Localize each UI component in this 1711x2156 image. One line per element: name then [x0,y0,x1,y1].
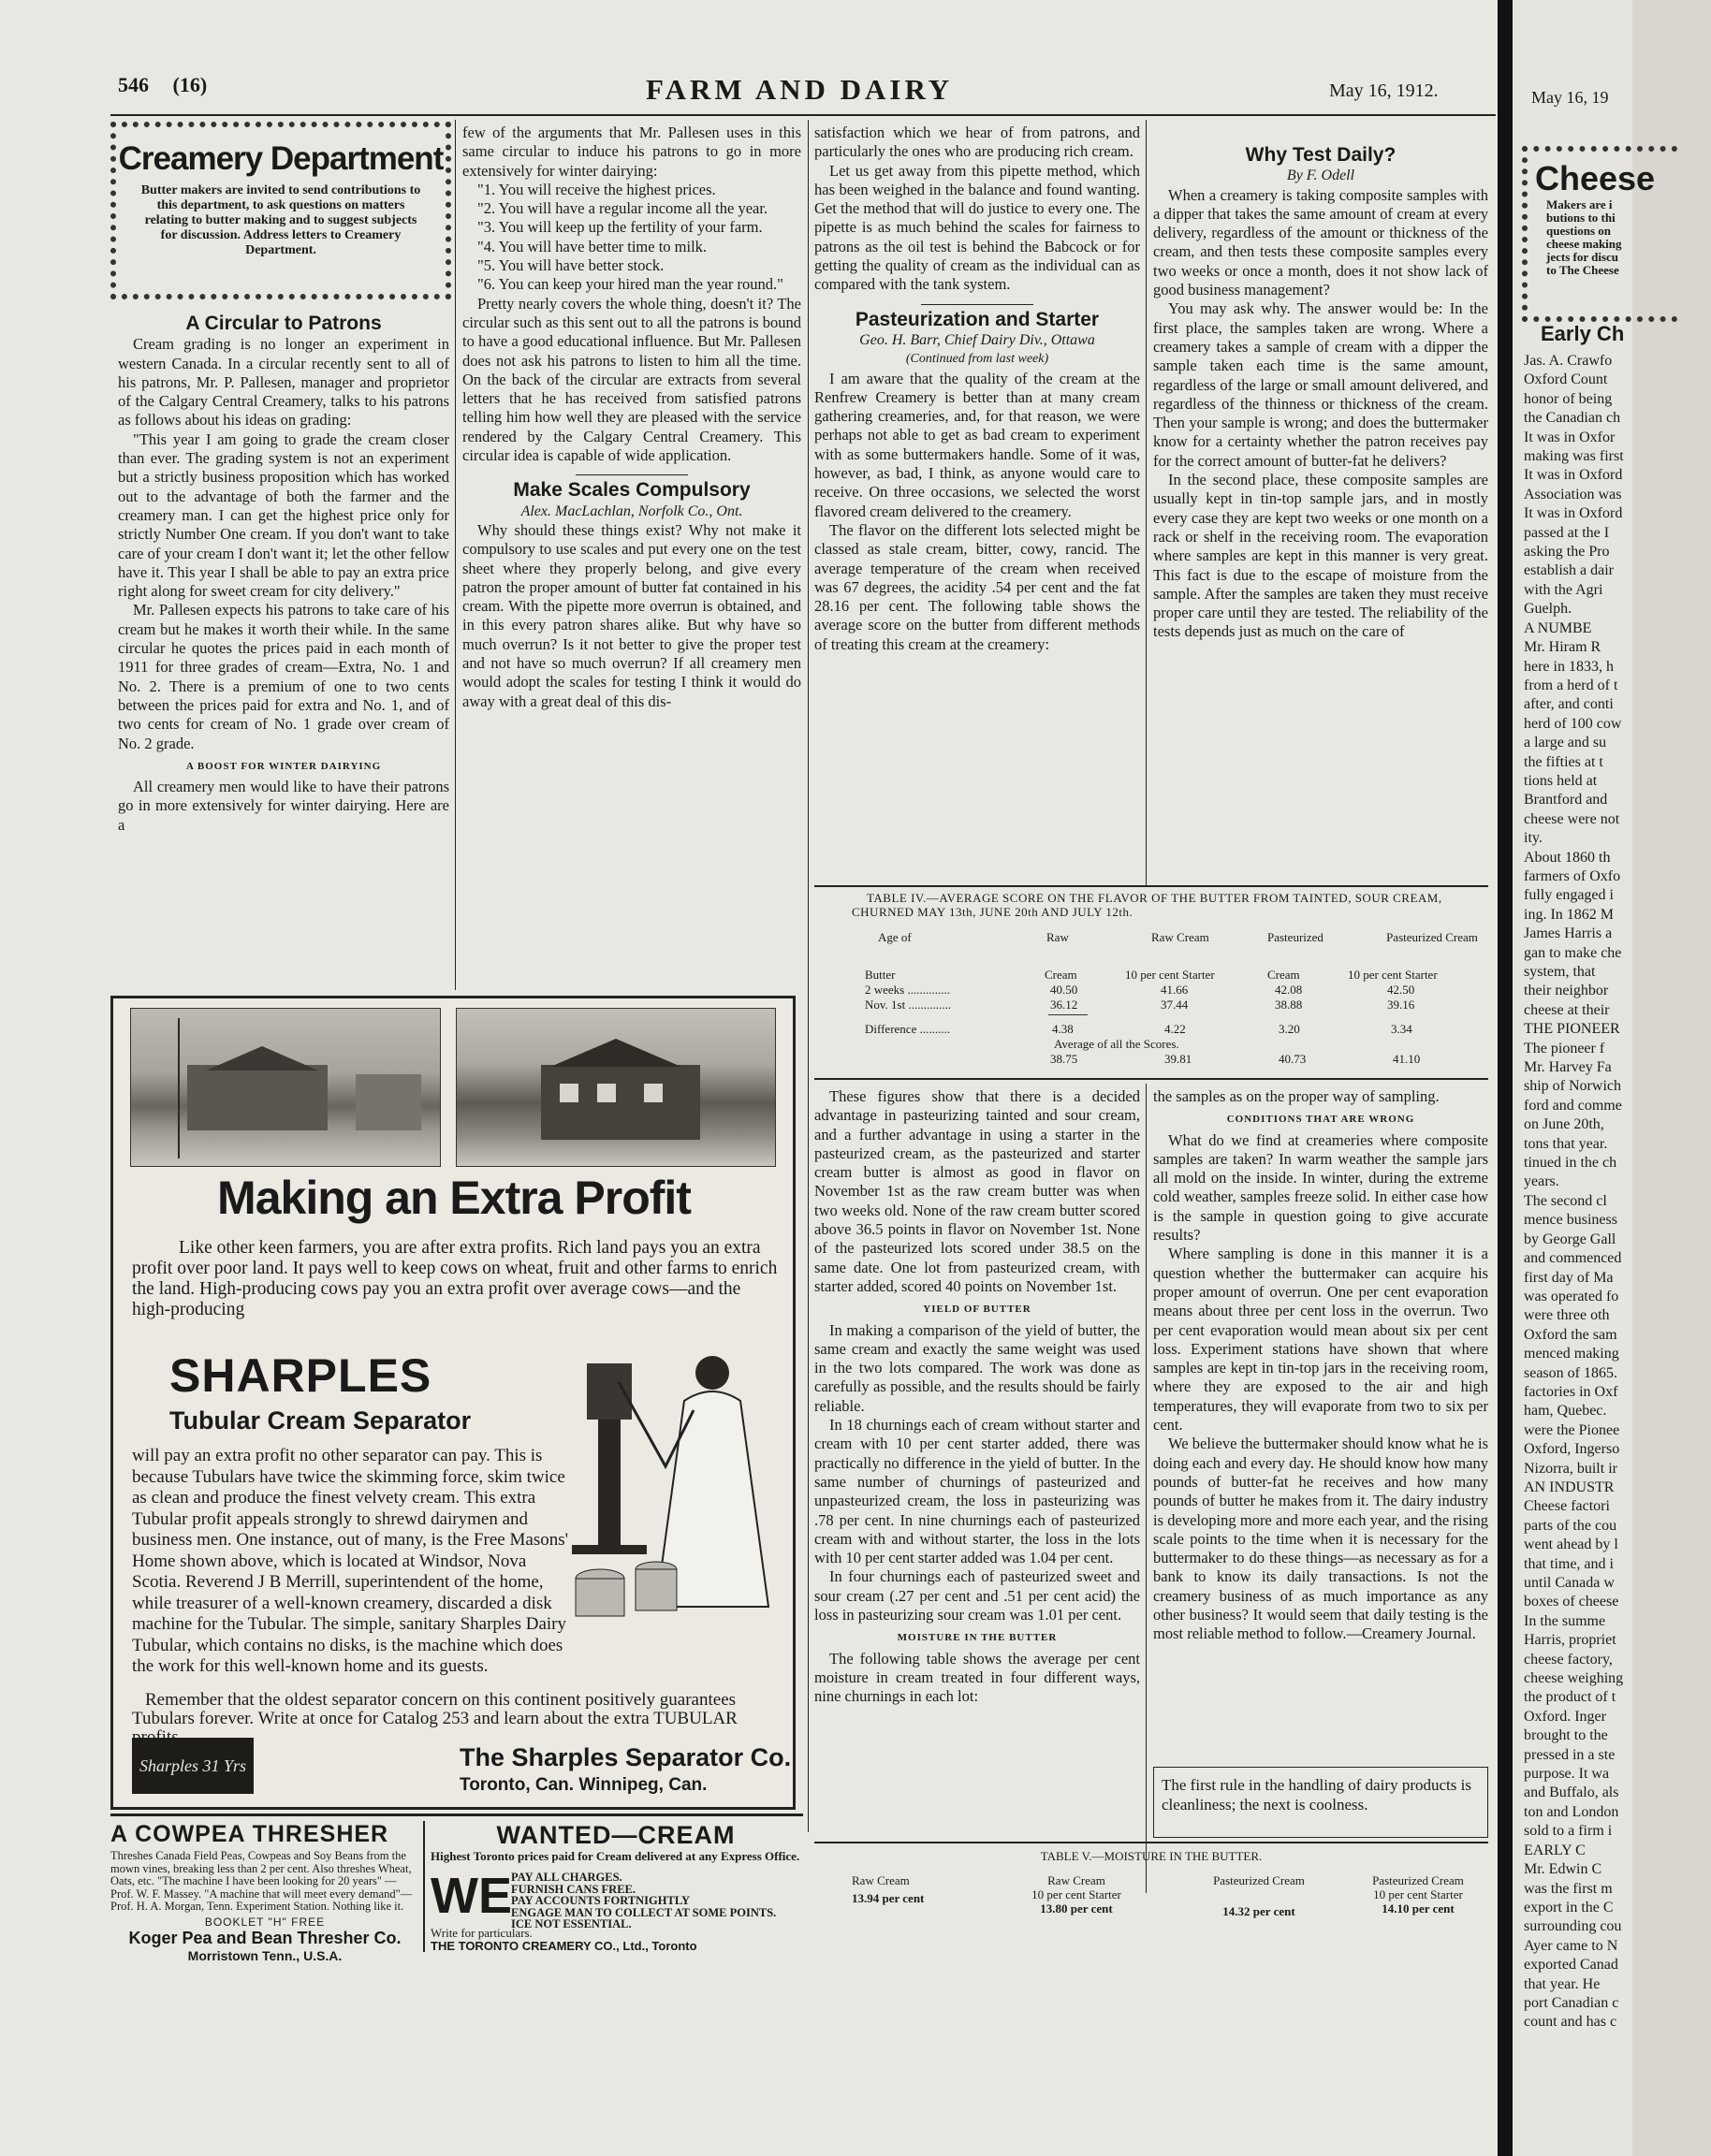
table-header: Raw Cream [1047,1873,1105,1887]
text-line: tinued in the ch [1524,1155,1617,1172]
text-line: butions to thi [1546,211,1616,225]
text-line: boxes of cheese [1524,1594,1619,1610]
text-line: and commenced [1524,1250,1622,1267]
text-line: on June 20th, [1524,1116,1604,1133]
creamery-department-box [110,122,451,299]
text-line: were three oth [1524,1307,1610,1324]
text-line: Jas. A. Crawfo [1524,353,1613,369]
column-5 [814,1087,1140,1836]
table-cell: Nov. 1st .............. [865,998,951,1012]
text-line: were the Pionee [1524,1421,1620,1438]
adjacent-page [1513,0,1656,2156]
text-line: Makers are i [1546,197,1613,211]
sharples-company: The Sharples Separator Co. [460,1743,792,1771]
table-rule [814,1842,1488,1843]
column-6 [1153,1087,1488,1761]
text-line: Oxford, Ingerso [1524,1441,1620,1458]
column-rule [1146,1084,1147,1893]
table-caption: TABLE IV.—AVERAGE SCORE ON THE FLAVOR OF THE BUTTER FROM TAINTED, SOUR CREAM, CHURNED MAY 13th, JUNE 20th AND JULY 12th. [852,891,1442,919]
text-line: brought to the [1524,1727,1608,1744]
text-line: the Canadian ch [1524,410,1621,427]
paragraph: satisfaction which we hear of from patrons, and particularly the ones who are producing rich cream. [814,124,1140,161]
text-line: Oxford. Inger [1524,1708,1606,1725]
paragraph: Mr. Pallesen expects his patrons to take care of his cream but he makes it worth their while. In the same circular he quotes the prices paid in each month of 1911 for three grades of cream—Extra, No. 1 and No. 2. There is a premium of one to two cents between the prices paid for extra and No. 1, and of two cents for cream of No. 1 grade over cream of No. 2 grade. [118,601,449,752]
text-line: until Canada w [1524,1575,1615,1591]
text-line: cheese at their [1524,1001,1610,1018]
text-line: after, and conti [1524,696,1614,713]
cleanliness-text: The first rule in the handling of dairy products is cleanliness; the next is coolness. [1162,1776,1471,1814]
table-cell: 40.73 [1279,1052,1307,1066]
text-line: system, that [1524,964,1596,980]
table-cell: 13.94 per cent [852,1891,925,1905]
column-3 [814,124,1140,881]
text-line: parts of the cou [1524,1517,1617,1534]
table-cell: 40.50 [1050,983,1078,997]
table-header: Pasteurized Cream [1213,1873,1305,1887]
ad-divider [423,1821,425,1952]
text-line: menced making [1524,1346,1619,1362]
cowpea-booklet: BOOKLET "H" FREE [204,1915,326,1929]
table-cell: 13.80 per cent [1040,1901,1113,1916]
table-header: Pasteurized [1267,930,1323,944]
table-subheader: Butter [865,968,896,982]
sharples-ad [110,996,796,1810]
text-line: season of 1865. [1524,1364,1617,1381]
text-line: cheese making [1546,237,1622,251]
text-line: Nizorra, built ir [1524,1460,1617,1477]
text-line: ford and comme [1524,1097,1622,1114]
text-line: fully engaged i [1524,887,1614,904]
list-item: "4. You will have better time to milk. [477,237,708,255]
divider [921,304,1033,305]
text-line: that time, and i [1524,1555,1614,1572]
text-line: passed at the I [1524,524,1610,541]
sharples-headline: Making an Extra Profit [217,1172,691,1224]
text-line: export in the C [1524,1899,1614,1916]
text-line: Oxford the sam [1524,1326,1617,1343]
table-subheader: Cream [1045,968,1077,982]
cowpea-title: A COWPEA THRESHER [110,1821,389,1847]
column-4 [1153,140,1488,881]
cowpea-company: Koger Pea and Bean Thresher Co. [128,1928,402,1947]
text-line: factories in Oxf [1524,1383,1618,1400]
column-rule [808,120,809,1832]
paragraph: "This year I am going to grade the cream closer than ever. The grading system is not an experiment but a strictly business proposition which has worked out to the advantage of both the farmer and the creamery man. I can get the highest price only for strictly Number One cream. If you don't want to take care of your cream I don't want it; let the other fellow have it. This year I shall be able to pay an extra price right along for sweet cream for city delivery." [118,430,449,601]
cheese-department-box [1522,146,1677,322]
wanted-intro: Highest Toronto prices paid for Cream delivered at any Express Office. [431,1849,800,1863]
text-line: It was in Oxford [1524,505,1623,522]
paragraph: Where sampling is done in this manner it is a question whether the buttermaker can acquire his proper amount of overrun. One per cent evaporation means about three per cent loss in the overrun. Two per cent evaporation would mean about six per cent loss. Experiment stations have shown that where samples are kept in tin-top jars in the receiving room, where they are exposed to the air and high temperatures, they will evaporate from two to six per cent. [1153,1245,1488,1435]
table-average-label: Average of all the Scores. [1054,1037,1179,1051]
byline: Geo. H. Barr, Chief Dairy Div., Ottawa [859,331,1095,348]
table-subheader: 10 per cent Starter [1031,1887,1121,1901]
text-line: asking the Pro [1524,544,1610,561]
cleanliness-box [1153,1767,1488,1838]
paragraph: In four churnings each of pasteurized sweet and sour cream (.27 per cent and .51 per cent acid) the loss in pasteurizing sour cream was 1.01 per cent. [814,1567,1140,1624]
text-line: their neighbor [1524,983,1609,999]
page-gutter [1498,0,1513,2156]
text-line: farmers of Oxfo [1524,867,1621,884]
text-line: herd of 100 cow [1524,715,1622,732]
text-line: here in 1833, h [1524,658,1614,675]
table-cell: 39.16 [1387,998,1415,1012]
text-line: the fifties at t [1524,753,1603,770]
text-line: from a herd of t [1524,677,1618,693]
text-line: first day of Ma [1524,1269,1614,1286]
table-header: Age of [878,930,912,944]
table-subheader: 10 per cent Starter [1125,968,1215,982]
text-line: ing. In 1862 M [1524,906,1614,923]
text-line: The pioneer f [1524,1040,1605,1056]
paragraph: What do we find at creameries where composite samples are taken? In warm weather the sample jars all mold on the inside. In winter, during the extreme cold weather, samples freeze solid. In either case how is the sample in question going to give accurate results? [1153,1130,1488,1245]
sharples-logo: Sharples 31 Yrs [132,1738,254,1794]
text-line: making was first [1524,448,1624,465]
text-line: A NUMBE [1524,619,1592,636]
wanted-item: PAY ALL CHARGES. [511,1871,622,1884]
table-cell: 42.50 [1387,983,1415,997]
subhead: YIELD OF BUTTER [923,1304,1031,1316]
paragraph: the samples as on the proper way of sampling. [1153,1087,1440,1105]
paragraph: All creamery men would like to have their patrons go in more extensively for winter dairying. Here are a [118,778,449,834]
text-line: ham, Quebec. [1524,1403,1607,1420]
column-rule [455,120,456,990]
table-cell: 38.88 [1275,998,1303,1012]
sharples-intro: Like other keen farmers, you are after extra profits. Rich land pays you an extra profit over poor land. It pays well to keep cows on wheat, fruit and other farms to enrich the land. High-producing cows pay you an extra profit over average cows—and the high-producing [132,1238,778,1319]
paragraph: You may ask why. The answer would be: In the first place, the samples taken are wrong. Where a creamery takes a sample of cream with a dipper the sample taken each time is the same amount, regardless of the large or small amount delivered, and regardless of the thinness or thickness of the cream. Then your sample is wrong; and does the buttermaker know for a certainty whether the patron receives pay for the correct amount of butter-fat he delivers? [1153,299,1488,470]
wanted-item: PAY ACCOUNTS FORTNIGHTLY [511,1894,691,1907]
text-line: years. [1524,1173,1559,1190]
text-line: with the Agri [1524,581,1603,598]
adjacent-article-text [1524,352,1711,2032]
text-line: exported Canad [1524,1957,1618,1974]
text-line: and Buffalo, als [1524,1785,1619,1801]
issue-date: May 16, 1912. [1329,80,1439,101]
text-line: purpose. It wa [1524,1766,1610,1783]
text-line: tons that year. [1524,1135,1608,1152]
text-line: Mr. Hiram R [1524,639,1601,656]
paragraph: I am aware that the quality of the cream at the Renfrew Creamery is better than at many cream gathering creameries, and, for that reason, we were perhaps not able to get as bad cream to experiment with as some buttermakers handle. Some of it was, however, as bad, I think, as anyone would care to receive. On three occasions, we selected the worst flavored cream delivered to the creamery. [814,369,1140,520]
text-line: the product of t [1524,1689,1616,1706]
text-line: establish a dair [1524,562,1614,579]
wanted-company: THE TORONTO CREAMERY CO., Ltd., Toronto [431,1939,697,1953]
paragraph: few of the arguments that Mr. Pallesen uses in this same circular to induce his patrons to go in more extensively for winter dairying: [462,124,801,180]
ad-rule [110,1814,803,1816]
paragraph: We believe the buttermaker should know what he is doing each and every day. He should know how many pounds of butter-fat he receives and how many pounds of butter he makes from it. The dairy industry is developing more and more each year, and the rising scale points to the time when it is necessary for the buttermaker to do these things—as necessary as for a bank to know its daily transactions. Is not the creamery business of as much importance as any other business? It would seem that daily testing is the most reliable method to follow.—Creamery Journal. [1153,1435,1488,1643]
masthead: FARM AND DAIRY [646,73,954,106]
adjacent-page-header: May 16, 19 [1531,88,1609,107]
text-line: was operated fo [1524,1288,1619,1304]
cheese-box-text [1546,198,1677,277]
paragraph: Pretty nearly covers the whole thing, doesn't it? The circular such as this sent out to all the patrons is bound to have a good educational influence. But Mr. Pallesen does not ask his patrons to listen to him all the time. On the back of the circular are extracts from several letters that he has received from satisfied patrons telling him how well they are pleased with the service rendered by the Calgary Central Creamery. This circular idea is capable of wide application. [462,294,801,465]
sum-rule [1048,1014,1088,1015]
table-header: Raw Cream [852,1873,910,1887]
photo-free-masons-home-1 [130,1008,441,1167]
page-num: 546 [118,73,149,96]
table-column [1011,1873,1142,1916]
table-column [1189,1873,1329,1918]
wanted-title: WANTED—CREAM [496,1821,736,1849]
text-line: gan to make che [1524,944,1622,961]
table-cell: Difference .......... [865,1022,951,1036]
subhead: A BOOST FOR WINTER DAIRYING [185,760,382,772]
list-item: "2. You will have a regular income all the year. [477,199,768,218]
table-cell: 4.22 [1164,1022,1186,1036]
paragraph: In the second place, these composite samples are usually kept in tin-top sample jars, and in mostly every case they are kept two weeks or one month on a rack or shelf in the receiving room. The evaporation where samples are kept in this manner is very great. This fact is due to the escape of moisture from the sample. After the samples are taken they must receive proper care until they are tested. The reliability of the tests depends just as much on the care of [1153,471,1488,641]
table-cell: 3.20 [1279,1022,1300,1036]
paragraph: Let us get away from this pipette method, which has been weighed in the balance and found wanting. Get the method that will do justice to every one. The pipette is as much behind the scales for fairness to patrons as the oil test is behind the Babcock or for getting the quality of cream as the individual can as compared with the tank system. [814,161,1140,294]
table-cell: 42.08 [1275,983,1303,997]
text-line: cheese were not [1524,810,1620,827]
article-title: Pasteurization and Starter [855,308,1100,330]
cowpea-address: Morristown Tenn., U.S.A. [187,1947,343,1963]
table-subheader: Cream [1267,968,1300,982]
table-cell: 39.81 [1164,1052,1192,1066]
column-rule [1146,120,1147,887]
wanted-list [511,1872,801,1930]
continued-note: (Continued from last week) [905,352,1049,367]
table-header: Pasteurized Cream [1372,1873,1464,1887]
text-line: Cheese factori [1524,1498,1610,1515]
table-rule [814,1078,1488,1080]
paragraph: In making a comparison of the yield of butter, the same cream and exactly the same weight was used in the two lots compared. The work was done as carefully as possible, and the results should be fairly reliable. [814,1320,1140,1415]
table-v [814,1849,1488,1933]
paragraph: In 18 churnings each of cream without starter and cream with 10 per cent starter added, there was practically no difference in the yield of butter. In the same number of churnings of pasteurized and unpasteurized cream, the loss in pasteurizing was .78 per cent. In nine churnings each of pasteurized cream with and without starter, the loss in the lots with 10 per cent starter added was 1.04 per cent. [814,1416,1140,1567]
paragraph: Why should these things exist? Why not make it compulsory to use scales and put every one on the test sheet where they properly belong, and give every patron the proper amount of butter fat contained in his cream. With the pipette more overrun is obtained, and in this every patron shares alike. But why have so much overrun? Is it not better to give the proper test and not have so much overrun? If all creamery men would adopt the scales for testing I think it would do away with a great deal of this dis- [462,520,801,710]
text-line: It was in Oxford [1524,467,1623,484]
table-header: Raw Cream [1151,930,1209,944]
paragraph: When a creamery is taking composite samples with a dipper that takes the same amount of cream at every delivery, regardless of the amount or thickness of the cream, and then tests these composite samples every two weeks or once a month, does it not show lack of good business management? [1153,185,1488,299]
text-line: EARLY C [1524,1842,1586,1858]
text-line: that year. He [1524,1975,1601,1992]
list-item: "6. You can keep your hired man the year round." [477,275,783,294]
table-cell: 38.75 [1050,1052,1078,1066]
wanted-item: ICE NOT ESSENTIAL. [511,1917,632,1930]
paragraph: The flavor on the different lots selected might be classed as stale cream, bitter, cowy, rancid. The average temperature of the cream when received was 67 degrees, the acidity .54 per cent and the fat 28.16 per cent. The following table shows the average score on the butter from different methods of treating this cream at the creamery: [814,520,1140,653]
woman-separator-illustration [553,1326,778,1625]
text-line: Harris, propriet [1524,1632,1616,1649]
subhead: MOISTURE IN THE BUTTER [897,1632,1058,1644]
cheese-box-title: Cheese [1535,159,1656,197]
wanted-cream-ad [431,1821,801,1952]
text-line: cheese factory, [1524,1651,1613,1668]
page-sub: (16) [172,73,208,96]
table-cell: 2 weeks .............. [865,983,950,997]
sharples-cities: Toronto, Can. Winnipeg, Can. [460,1775,708,1795]
list-item: "5. You will have better stock. [477,256,665,275]
text-line: by George Gall [1524,1231,1616,1247]
text-line: Mr. Edwin C [1524,1861,1602,1878]
table-column [852,1873,964,1905]
creamery-department-title: Creamery Department [118,140,444,177]
table-caption: TABLE V.—MOISTURE IN THE BUTTER. [1040,1849,1263,1863]
text-line: It was in Oxfor [1524,429,1616,445]
sharples-body: will pay an extra profit no other separator can pay. This is because Tubulars have twice the skimming force, skim twice as clean and produce the finest velvety cream. This extra Tubular profit appeals strongly to shrewd dairymen and business men. One instance, out of many, is the Free Masons' Home shown above, which is located at Windsor, Nova Scotia. Reverend J B Merrill, superintendent of the home, while treasurer of a well-known creamery, discarded a disk machine for the Tubular. The simple, sanitary Sharples Dairy Tubular, which contains no disks, is the machine which does the work for this well-known home and its guests. [132,1446,569,1676]
subhead: CONDITIONS THAT ARE WRONG [1226,1114,1415,1126]
table-cell: 37.44 [1161,998,1189,1012]
text-line: AN INDUSTR [1524,1479,1615,1495]
sharples-product: Tubular Cream Separator [169,1406,472,1435]
article-title: A Circular to Patrons [185,313,382,334]
text-line: ity. [1524,830,1543,847]
text-line: port Canadian c [1524,1994,1619,2011]
photo-free-masons-home-2 [456,1008,776,1167]
adjacent-article-title: Early Ch [1541,322,1625,345]
table-header: Pasteurized Cream [1386,930,1478,944]
text-line: to The Cheese [1546,263,1619,277]
cowpea-body: Threshes Canada Field Peas, Cowpeas and Soy Beans from the mown vines, breaking less than 2 per cent. Also threshes Wheat, Oats, etc. "The machine I have been looking for 20 years" —Prof. W. F. Massey. "A machine that will meet every demand"—Prof. H. A. Morgan, Tenn. Experiment Station. Nothing like it. [110,1849,413,1913]
paragraph: These figures show that there is a decided advantage in pasteurizing tainted and sour cream, and a further advantage in using a starter in the pasteurized cream, as the pasteurized and starter cream butter is almost as good in flavor on November 1st as the raw cream butter was when two weeks old. None of the raw cream butter scored above 36.5 points in flavor on November 1st. None of the pasteurized lots scored under 38.5 on the same date. One lot from pasteurized cream, with starter added, scored 40 points on November 1st. [814,1087,1140,1295]
text-line: was the first m [1524,1880,1613,1897]
creamery-department-text: Butter makers are invited to send contributions to this department, to ask questions on matters relating to butter making and to suggest subjects for discussion. Address letters to Creamery Department. [140,183,421,257]
text-line: In the summe [1524,1612,1606,1629]
list-item: "3. You will keep up the fertility of your farm. [477,218,763,237]
article-title: Make Scales Compulsory [513,479,751,502]
cowpea-thresher-ad [110,1821,419,1963]
table-cell: 36.12 [1050,998,1078,1012]
text-line: THE PIONEER [1524,1021,1620,1038]
separator-illustration [553,1326,778,1625]
table-cell: 14.10 per cent [1382,1901,1455,1916]
text-line: About 1860 th [1524,849,1611,866]
text-line: tions held at [1524,772,1598,789]
table-rule [814,885,1488,887]
paragraph: Cream grading is no longer an experiment in western Canada. In a circular recently sent to all of his patrons, Mr. P. Pallesen, manager and proprietor of the Calgary Central Creamery, talks to his patrons as follows about his ideas on grading: [118,335,449,430]
text-line: Mr. Harvey Fa [1524,1059,1612,1076]
table-cell: 4.38 [1052,1022,1074,1036]
sharples-remember: Remember that the oldest separator concern on this continent positively guarantees Tubulars forever. Write at once for Catalog 253 and learn about the extra TUBULAR [132,1690,738,1728]
text-line: Brantford and [1524,792,1608,808]
text-line: ship of Norwich [1524,1078,1621,1095]
text-line: honor of being [1524,390,1613,407]
paragraph: The following table shows the average per cent moisture in cream treated in four different ways, nine churnings in each lot: [814,1649,1140,1706]
table-cell: 3.34 [1391,1022,1412,1036]
table-cell: 41.66 [1161,983,1189,997]
header-rule [110,114,1496,116]
column-1 [118,309,449,992]
byline: Alex. MacLachlan, Norfolk Co., Ont. [520,503,743,519]
table-subheader: 10 per cent Starter [1348,968,1438,982]
text-line: went ahead by l [1524,1537,1618,1553]
table-iv [852,891,1488,1073]
article-title: Why Test Daily? [1245,144,1397,166]
divider [576,474,688,475]
text-line: cheese weighing [1524,1670,1624,1687]
text-line: questions on [1546,224,1611,238]
text-line: count and has c [1524,2014,1617,2031]
sharples-brand: SHARPLES [169,1349,432,1402]
text-line: James Harris a [1524,925,1613,942]
table-cell: 41.10 [1393,1052,1421,1066]
wanted-item: ENGAGE MAN TO COLLECT AT SOME POINTS. [511,1905,777,1919]
table-column [1348,1873,1488,1916]
byline: By F. Odell [1286,168,1355,184]
text-line: mence business [1524,1212,1617,1229]
table-subheader: 10 per cent Starter [1373,1887,1463,1901]
wanted-we: WE [431,1868,512,1924]
text-line: Guelph. [1524,601,1572,618]
text-line: Association was [1524,486,1622,503]
text-line: sold to a firm i [1524,1823,1613,1840]
text-line: a large and su [1524,735,1607,751]
text-line: ton and London [1524,1803,1619,1820]
list-item: "1. You will receive the highest prices. [477,180,716,198]
text-line: jects for discu [1546,250,1619,264]
text-line: Oxford Count [1524,371,1608,388]
text-line: The second cl [1524,1192,1607,1209]
wanted-item: FURNISH CANS FREE. [511,1882,636,1896]
wanted-write: Write for particulars. [431,1926,533,1940]
text-line: Ayer came to N [1524,1937,1618,1954]
page-number [118,73,207,97]
table-header: Raw [1046,930,1069,944]
table-cell: 14.32 per cent [1222,1904,1295,1918]
column-2 [462,124,801,990]
text-line: pressed in a ste [1524,1746,1616,1763]
text-line: surrounding cou [1524,1918,1622,1935]
